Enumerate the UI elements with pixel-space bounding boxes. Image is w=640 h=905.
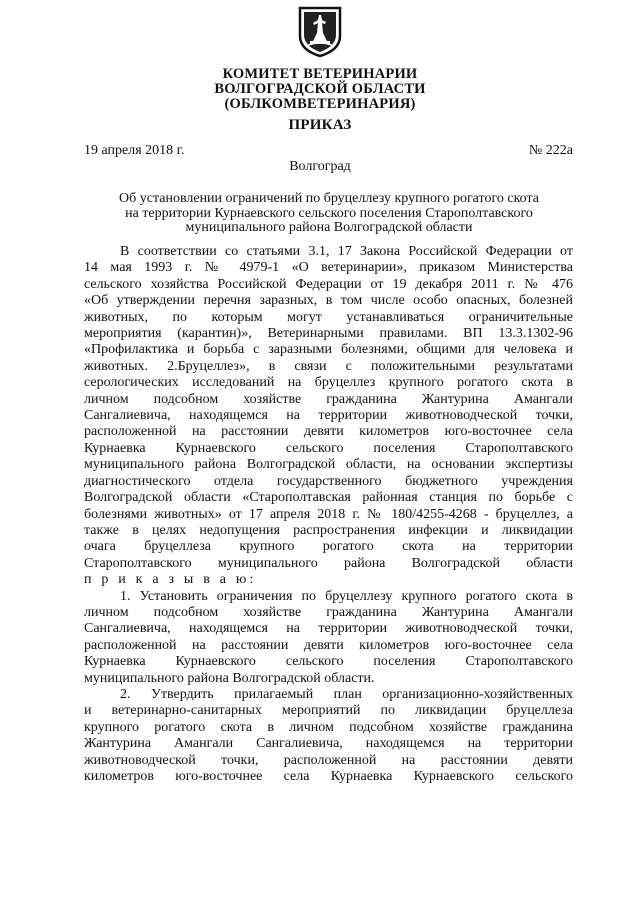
order-date: 19 апреля 2018 г. (84, 143, 185, 158)
document-type-heading: ПРИКАЗ (288, 117, 352, 133)
body-line: «Профилактика и борьба с заразными болезнями, общими для человека и (84, 342, 573, 358)
body-line: мероприятия (карантин)», Ветеринарными правилами. ВП 13.3.1302-96 (84, 326, 573, 342)
body-line: личном подсобном хозяйстве гражданина Жантурина Амангали (84, 391, 573, 407)
body-line: животных, по которым могут устанавливаться ограничительные (84, 309, 573, 325)
body-line: 14 мая 1993 г. № 4979-1 «О ветеринарии», приказом Министерства (84, 260, 573, 276)
body-line: Жантурина Амангали Сангалиевича, находящемся на территории (84, 736, 573, 752)
body-line: километров юго-восточнее села Курнаевка Курнаевского сельского (84, 769, 573, 784)
body-line-order-word: п р и к а з ы в а ю: (84, 572, 257, 588)
body-line: Сангалиевича, находящемся на территории животноводческой точки, (84, 408, 573, 424)
body-line: личном подсобном хозяйстве гражданина Жантурина Амангали (84, 604, 573, 620)
body-line: крупного рогатого скота в личном подсобном хозяйстве гражданина (84, 719, 573, 735)
body-line: Курнаевка Курнаевского сельского поселения Старополтавского (84, 440, 573, 456)
header-line-3: (ОБЛКОМВЕТЕРИНАРИЯ) (224, 96, 416, 112)
order-number: № 222а (528, 143, 573, 158)
body-line: животноводческой точки, расположенной на расстоянии девяти (84, 752, 573, 768)
body-line: «Об утверждении перечня заразных, в том числе особо опасных, болезней (84, 293, 573, 309)
body-line: очага бруцеллеза крупного рогатого скота на территории (84, 539, 573, 555)
body-line: Курнаевка Курнаевского сельского поселения Старополтавского (84, 654, 573, 670)
body-line: расположенной на расстоянии девяти километров юго-восточнее села (84, 637, 573, 653)
body-line: расположенной на расстоянии девяти километров юго-восточнее села (84, 424, 573, 440)
coat-of-arms-emblem (298, 6, 342, 58)
body-line: 1. Установить ограничения по бруцеллезу крупного рогатого скота в (120, 588, 573, 604)
order-city: Волгоград (289, 159, 351, 174)
body-line: сельского хозяйства Российской Федерации от 19 декабря 2011 г. № 476 (84, 276, 573, 292)
title-line: муниципального района Волгоградской области (185, 220, 473, 235)
order-title (84, 192, 574, 236)
body-line: животных. 2.Бруцеллез», в связи с положительными результатами (84, 358, 573, 374)
order-body (84, 244, 573, 785)
body-line: также в целях недопущения распространения инфекции и ликвидации (84, 522, 573, 538)
body-line: и ветеринарно-санитарных мероприятий по ликвидации бруцеллеза (84, 703, 573, 719)
body-line: В соответствии со статьями 3.1, 17 Закона Российской Федерации от (120, 244, 573, 259)
header-line-1: КОМИТЕТ ВЕТЕРИНАРИИ (222, 66, 418, 82)
body-line: болезнями животных» от 17 апреля 2018 г. № 180/4255-4268 - бруцеллез, а (84, 506, 573, 522)
title-line: Об установлении ограничений по бруцеллезу крупного рогатого скота (119, 191, 539, 206)
title-line: на территории Курнаевского сельского поселения Старополтавского (125, 205, 533, 221)
body-line: диагностического отдела государственного бюджетного учреждения (84, 473, 573, 489)
body-line: муниципального района Волгоградской области. (84, 670, 375, 686)
body-line: 2. Утвердить прилагаемый план организационно-хозяйственных (120, 686, 573, 702)
header-line-2: ВОЛГОГРАДСКОЙ ОБЛАСТИ (214, 81, 426, 97)
body-line: Старополтавского муниципального района Волгоградской области (84, 555, 573, 571)
body-line: Волгоградской области «Старополтавская районная станция по борьбе с (84, 490, 573, 506)
body-line: серологических исследований на бруцеллез крупного рогатого скота в (84, 375, 573, 391)
body-line: Сангалиевича, находящемся на территории животноводческой точки, (84, 621, 573, 637)
body-line: муниципального района Волгоградской области, на основании экспертизы (84, 457, 573, 473)
